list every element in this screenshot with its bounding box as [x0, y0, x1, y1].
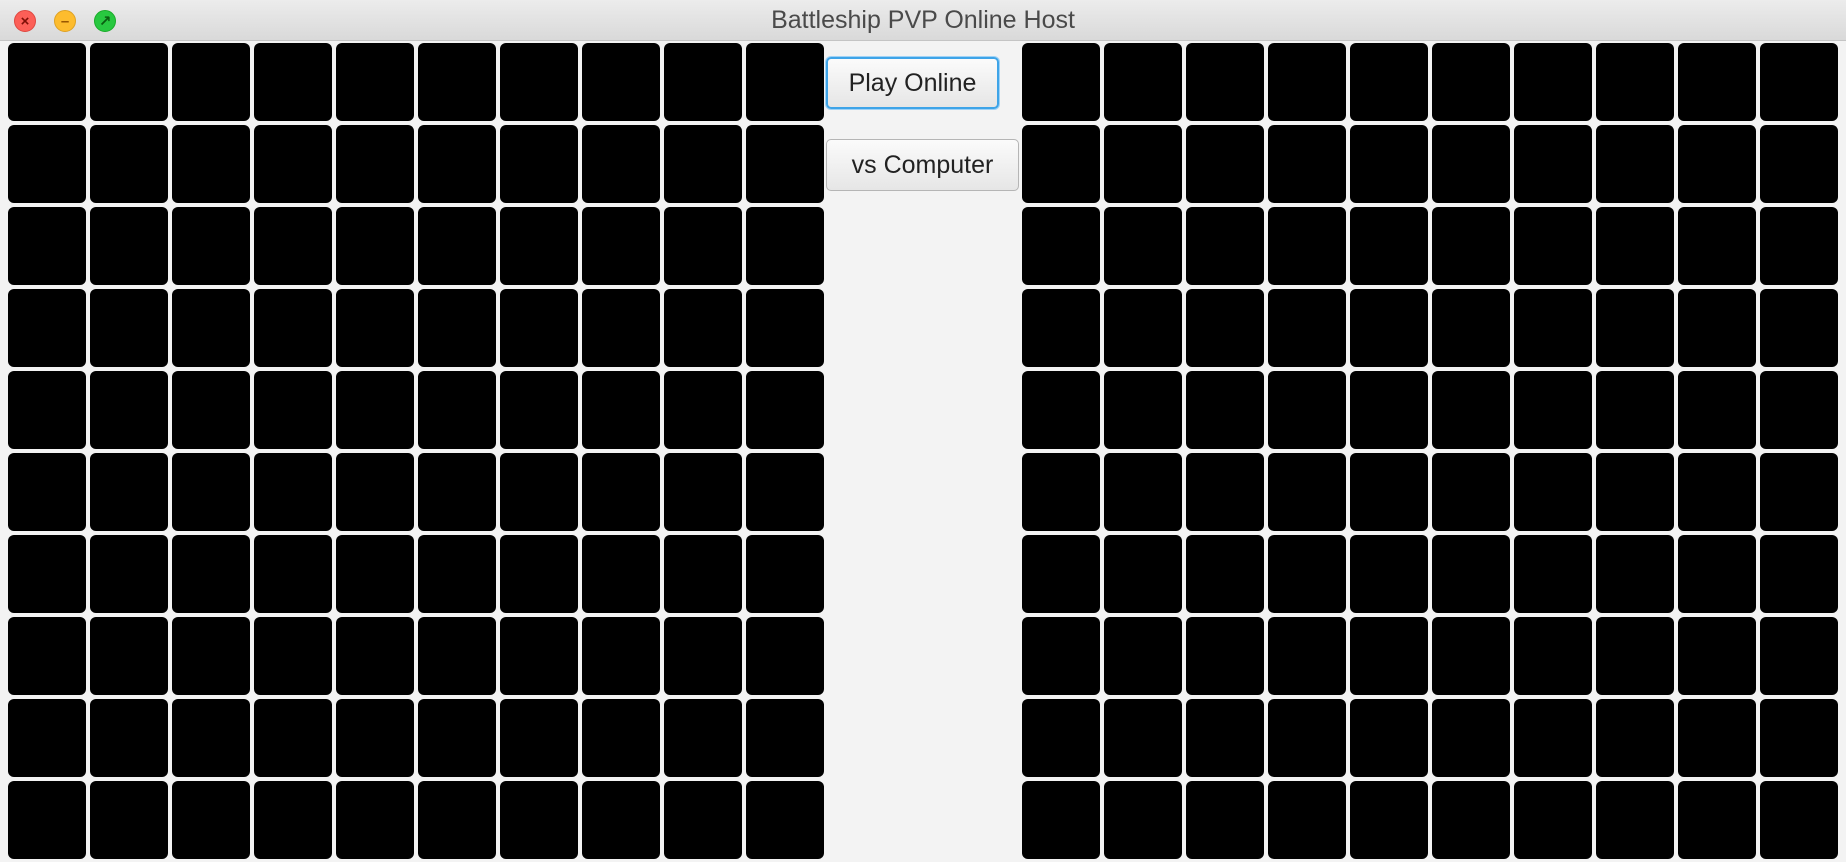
opponent-board-cell[interactable]: [1104, 125, 1182, 203]
opponent-board-cell[interactable]: [1432, 125, 1510, 203]
opponent-board-cell[interactable]: [1514, 781, 1592, 859]
player-board-cell[interactable]: [746, 535, 824, 613]
player-board-cell[interactable]: [746, 453, 824, 531]
opponent-board-cell[interactable]: [1678, 453, 1756, 531]
opponent-board-cell[interactable]: [1596, 371, 1674, 449]
player-board-cell[interactable]: [172, 289, 250, 367]
player-board-cell[interactable]: [746, 371, 824, 449]
player-board-cell[interactable]: [500, 781, 578, 859]
opponent-board-cell[interactable]: [1022, 453, 1100, 531]
opponent-board-cell[interactable]: [1350, 617, 1428, 695]
opponent-board-cell[interactable]: [1760, 43, 1838, 121]
player-board-cell[interactable]: [746, 207, 824, 285]
player-board-cell[interactable]: [336, 453, 414, 531]
opponent-board-cell[interactable]: [1186, 699, 1264, 777]
opponent-board-cell[interactable]: [1760, 453, 1838, 531]
player-board-cell[interactable]: [418, 453, 496, 531]
player-board-cell[interactable]: [746, 617, 824, 695]
player-board-cell[interactable]: [664, 617, 742, 695]
player-board-cell[interactable]: [664, 699, 742, 777]
opponent-board-cell[interactable]: [1186, 125, 1264, 203]
player-board-cell[interactable]: [8, 781, 86, 859]
opponent-board-cell[interactable]: [1678, 289, 1756, 367]
opponent-board-cell[interactable]: [1596, 289, 1674, 367]
player-board-cell[interactable]: [582, 371, 660, 449]
opponent-board-cell[interactable]: [1350, 453, 1428, 531]
player-board-cell[interactable]: [90, 125, 168, 203]
player-board-cell[interactable]: [172, 43, 250, 121]
player-board-cell[interactable]: [418, 699, 496, 777]
player-board-cell[interactable]: [172, 453, 250, 531]
opponent-board-cell[interactable]: [1678, 617, 1756, 695]
opponent-board-cell[interactable]: [1104, 617, 1182, 695]
player-board-cell[interactable]: [500, 289, 578, 367]
player-board-cell[interactable]: [172, 125, 250, 203]
opponent-board-cell[interactable]: [1104, 535, 1182, 613]
opponent-board-cell[interactable]: [1432, 289, 1510, 367]
opponent-board-cell[interactable]: [1760, 617, 1838, 695]
player-board-cell[interactable]: [8, 617, 86, 695]
opponent-board-cell[interactable]: [1596, 207, 1674, 285]
opponent-board-cell[interactable]: [1760, 125, 1838, 203]
opponent-board-cell[interactable]: [1514, 535, 1592, 613]
player-board-cell[interactable]: [746, 289, 824, 367]
opponent-board-cell[interactable]: [1678, 43, 1756, 121]
opponent-board-cell[interactable]: [1350, 781, 1428, 859]
opponent-board-cell[interactable]: [1350, 207, 1428, 285]
player-board-cell[interactable]: [582, 699, 660, 777]
player-board-cell[interactable]: [582, 781, 660, 859]
opponent-board-cell[interactable]: [1596, 125, 1674, 203]
player-board-cell[interactable]: [172, 207, 250, 285]
opponent-board-cell[interactable]: [1022, 781, 1100, 859]
opponent-board-cell[interactable]: [1596, 453, 1674, 531]
opponent-board-cell[interactable]: [1268, 125, 1346, 203]
player-board-cell[interactable]: [582, 617, 660, 695]
player-board-cell[interactable]: [582, 207, 660, 285]
player-board-cell[interactable]: [746, 43, 824, 121]
player-board-cell[interactable]: [664, 43, 742, 121]
opponent-board-cell[interactable]: [1350, 125, 1428, 203]
player-board-cell[interactable]: [418, 289, 496, 367]
player-board-cell[interactable]: [336, 289, 414, 367]
opponent-board-cell[interactable]: [1760, 371, 1838, 449]
opponent-board-cell[interactable]: [1104, 289, 1182, 367]
opponent-board-cell[interactable]: [1350, 699, 1428, 777]
player-board-cell[interactable]: [254, 43, 332, 121]
player-board-cell[interactable]: [8, 207, 86, 285]
player-board-cell[interactable]: [582, 125, 660, 203]
player-board-cell[interactable]: [8, 453, 86, 531]
opponent-board-cell[interactable]: [1432, 43, 1510, 121]
player-board-cell[interactable]: [254, 781, 332, 859]
player-board-cell[interactable]: [500, 207, 578, 285]
opponent-board-cell[interactable]: [1678, 371, 1756, 449]
player-board-cell[interactable]: [746, 699, 824, 777]
opponent-board-cell[interactable]: [1678, 699, 1756, 777]
opponent-board-cell[interactable]: [1268, 207, 1346, 285]
opponent-board-cell[interactable]: [1268, 289, 1346, 367]
opponent-board-cell[interactable]: [1186, 371, 1264, 449]
minimize-icon: –: [60, 12, 70, 30]
player-board-cell[interactable]: [582, 43, 660, 121]
player-board-cell[interactable]: [500, 617, 578, 695]
player-board-cell[interactable]: [418, 781, 496, 859]
opponent-board-cell[interactable]: [1104, 371, 1182, 449]
title-bar[interactable]: [0, 0, 1846, 41]
player-board-cell[interactable]: [172, 371, 250, 449]
player-board-cell[interactable]: [254, 289, 332, 367]
opponent-board-cell[interactable]: [1596, 781, 1674, 859]
opponent-board: [1022, 43, 1838, 859]
opponent-board-cell[interactable]: [1678, 207, 1756, 285]
opponent-board-cell[interactable]: [1022, 699, 1100, 777]
opponent-board-cell[interactable]: [1350, 535, 1428, 613]
player-board-cell[interactable]: [254, 125, 332, 203]
opponent-board-cell[interactable]: [1432, 371, 1510, 449]
opponent-board-cell[interactable]: [1268, 617, 1346, 695]
opponent-board-cell[interactable]: [1022, 207, 1100, 285]
player-board-cell[interactable]: [664, 207, 742, 285]
player-board-cell[interactable]: [90, 699, 168, 777]
opponent-board-cell[interactable]: [1760, 207, 1838, 285]
player-board-cell[interactable]: [8, 535, 86, 613]
opponent-board-cell[interactable]: [1760, 781, 1838, 859]
player-board-cell[interactable]: [418, 371, 496, 449]
opponent-board-cell[interactable]: [1022, 289, 1100, 367]
opponent-board-cell[interactable]: [1022, 371, 1100, 449]
player-board-cell[interactable]: [500, 43, 578, 121]
opponent-board-cell[interactable]: [1432, 535, 1510, 613]
player-board-cell[interactable]: [254, 699, 332, 777]
opponent-board-cell[interactable]: [1760, 535, 1838, 613]
opponent-board-cell[interactable]: [1268, 43, 1346, 121]
opponent-board-cell[interactable]: [1514, 43, 1592, 121]
player-board-cell[interactable]: [172, 535, 250, 613]
opponent-board-cell[interactable]: [1186, 535, 1264, 613]
close-window-button[interactable]: [14, 10, 36, 32]
player-board-cell[interactable]: [254, 535, 332, 613]
player-board-cell[interactable]: [418, 125, 496, 203]
opponent-board-cell[interactable]: [1514, 617, 1592, 695]
opponent-board-cell[interactable]: [1022, 535, 1100, 613]
opponent-board-cell[interactable]: [1514, 699, 1592, 777]
player-board-cell[interactable]: [664, 289, 742, 367]
player-board-cell[interactable]: [500, 535, 578, 613]
opponent-board-cell[interactable]: [1596, 43, 1674, 121]
opponent-board-cell[interactable]: [1350, 43, 1428, 121]
opponent-board-cell[interactable]: [1514, 453, 1592, 531]
player-board-cell[interactable]: [8, 371, 86, 449]
vs-computer-button[interactable]: vs Computer: [826, 139, 1019, 191]
opponent-board-cell[interactable]: [1760, 289, 1838, 367]
window-title: Battleship PVP Online Host: [771, 6, 1075, 34]
player-board-cell[interactable]: [500, 371, 578, 449]
opponent-board-cell[interactable]: [1350, 289, 1428, 367]
zoom-window-button[interactable]: [94, 10, 116, 32]
player-board-cell[interactable]: [8, 699, 86, 777]
opponent-board-cell[interactable]: [1104, 781, 1182, 859]
opponent-board-cell[interactable]: [1596, 535, 1674, 613]
player-board-cell[interactable]: [90, 535, 168, 613]
opponent-board-cell[interactable]: [1514, 371, 1592, 449]
close-icon: ×: [20, 12, 30, 30]
player-board-cell[interactable]: [172, 617, 250, 695]
opponent-board-cell[interactable]: [1022, 617, 1100, 695]
player-board-cell[interactable]: [746, 125, 824, 203]
player-board-cell[interactable]: [336, 371, 414, 449]
opponent-board-cell[interactable]: [1432, 781, 1510, 859]
player-board-cell[interactable]: [254, 617, 332, 695]
opponent-board-cell[interactable]: [1678, 781, 1756, 859]
player-board-cell[interactable]: [254, 207, 332, 285]
player-board-cell[interactable]: [500, 453, 578, 531]
player-board-cell[interactable]: [336, 125, 414, 203]
opponent-board-cell[interactable]: [1268, 781, 1346, 859]
player-board-cell[interactable]: [336, 699, 414, 777]
opponent-board-cell[interactable]: [1022, 125, 1100, 203]
player-board-cell[interactable]: [582, 453, 660, 531]
player-board-cell[interactable]: [8, 125, 86, 203]
player-board-cell[interactable]: [254, 453, 332, 531]
player-board-cell[interactable]: [582, 535, 660, 613]
opponent-board-cell[interactable]: [1432, 617, 1510, 695]
player-board-cell[interactable]: [90, 43, 168, 121]
player-board-cell[interactable]: [418, 207, 496, 285]
opponent-board-cell[interactable]: [1186, 781, 1264, 859]
player-board-cell[interactable]: [336, 207, 414, 285]
opponent-board-cell[interactable]: [1432, 699, 1510, 777]
player-board-cell[interactable]: [336, 43, 414, 121]
opponent-board-cell[interactable]: [1104, 453, 1182, 531]
opponent-board-cell[interactable]: [1432, 453, 1510, 531]
opponent-board-cell[interactable]: [1186, 453, 1264, 531]
player-board-cell[interactable]: [172, 699, 250, 777]
player-board-cell[interactable]: [664, 371, 742, 449]
minimize-window-button[interactable]: [54, 10, 76, 32]
opponent-board-cell[interactable]: [1596, 699, 1674, 777]
play-online-button[interactable]: Play Online: [826, 57, 999, 109]
opponent-board-cell[interactable]: [1104, 207, 1182, 285]
opponent-board-cell[interactable]: [1432, 207, 1510, 285]
player-board-cell[interactable]: [8, 289, 86, 367]
player-board-cell[interactable]: [90, 289, 168, 367]
player-board-cell[interactable]: [582, 289, 660, 367]
player-board-cell[interactable]: [336, 781, 414, 859]
opponent-board-cell[interactable]: [1514, 125, 1592, 203]
opponent-board-cell[interactable]: [1186, 43, 1264, 121]
player-board-cell[interactable]: [172, 781, 250, 859]
opponent-board-cell[interactable]: [1268, 699, 1346, 777]
opponent-board-cell[interactable]: [1186, 207, 1264, 285]
opponent-board-cell[interactable]: [1514, 207, 1592, 285]
player-board-cell[interactable]: [90, 781, 168, 859]
opponent-board-cell[interactable]: [1760, 699, 1838, 777]
player-board-cell[interactable]: [8, 43, 86, 121]
opponent-board-cell[interactable]: [1104, 43, 1182, 121]
opponent-board-cell[interactable]: [1268, 371, 1346, 449]
player-board-cell[interactable]: [664, 453, 742, 531]
player-board-cell[interactable]: [90, 371, 168, 449]
opponent-board-cell[interactable]: [1596, 617, 1674, 695]
player-board-cell[interactable]: [254, 371, 332, 449]
player-board-cell[interactable]: [746, 781, 824, 859]
zoom-icon: ↗: [98, 12, 112, 30]
opponent-board-cell[interactable]: [1022, 43, 1100, 121]
opponent-board-cell[interactable]: [1514, 289, 1592, 367]
player-board: [8, 43, 824, 859]
player-board-cell[interactable]: [500, 699, 578, 777]
opponent-board-cell[interactable]: [1350, 371, 1428, 449]
player-board-cell[interactable]: [418, 43, 496, 121]
opponent-board-cell[interactable]: [1678, 125, 1756, 203]
player-board-cell[interactable]: [90, 207, 168, 285]
player-board-cell[interactable]: [418, 617, 496, 695]
opponent-board-cell[interactable]: [1268, 453, 1346, 531]
opponent-board-cell[interactable]: [1186, 617, 1264, 695]
player-board-cell[interactable]: [500, 125, 578, 203]
opponent-board-cell[interactable]: [1186, 289, 1264, 367]
player-board-cell[interactable]: [336, 617, 414, 695]
opponent-board-cell[interactable]: [1678, 535, 1756, 613]
player-board-cell[interactable]: [664, 125, 742, 203]
opponent-board-cell[interactable]: [1104, 699, 1182, 777]
player-board-cell[interactable]: [336, 535, 414, 613]
player-board-cell[interactable]: [418, 535, 496, 613]
player-board-cell[interactable]: [664, 781, 742, 859]
player-board-cell[interactable]: [90, 617, 168, 695]
player-board-cell[interactable]: [90, 453, 168, 531]
player-board-cell[interactable]: [664, 535, 742, 613]
opponent-board-cell[interactable]: [1268, 535, 1346, 613]
